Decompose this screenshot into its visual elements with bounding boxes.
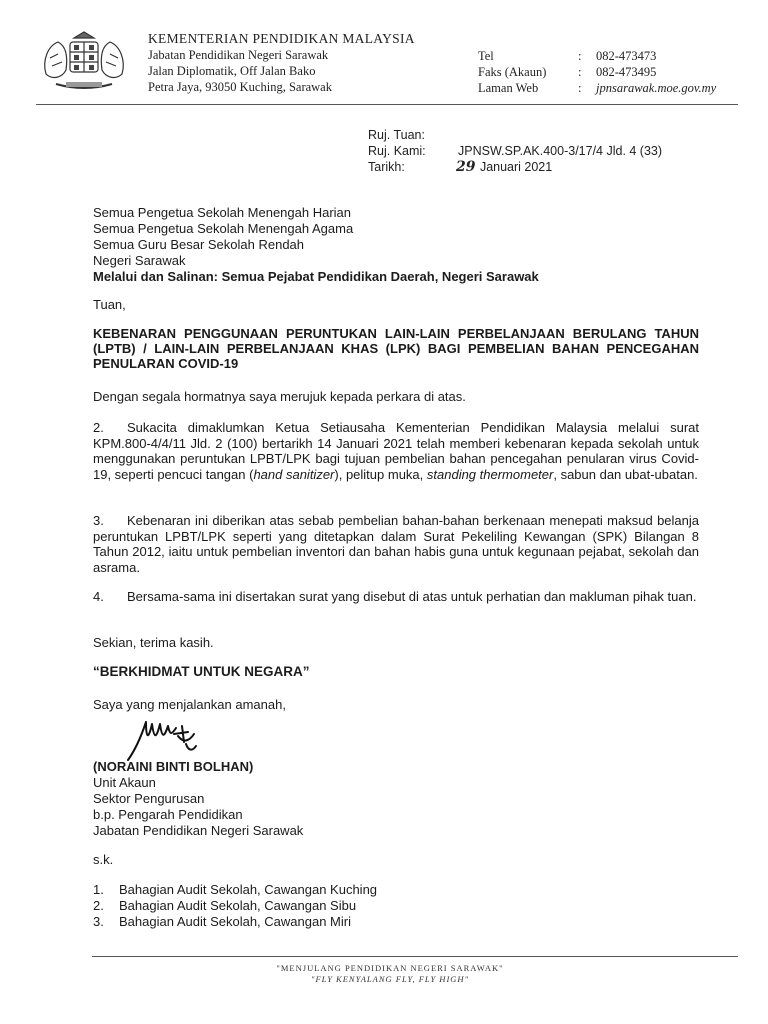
ministry-name: KEMENTERIAN PENDIDIKAN MALAYSIA — [148, 31, 415, 46]
website-link[interactable]: jpnsarawak.moe.gov.my — [596, 81, 717, 95]
cc-text: Bahagian Audit Sekolah, Cawangan Sibu — [119, 898, 357, 913]
salutation: Tuan, — [93, 297, 126, 312]
cc-text: Bahagian Audit Sekolah, Cawangan Miri — [119, 914, 351, 929]
recipient-line: Semua Pengetua Sekolah Menengah Agama — [93, 221, 354, 236]
paragraph-text: Bersama-sama ini disertakan surat yang disebut di atas untuk perhatian dan makluman pihak tuan. — [127, 589, 697, 604]
footer-slogan: "MENJULANG PENDIDIKAN NEGERI SARAWAK" — [276, 963, 504, 973]
tarikh-label: Tarikh: — [368, 160, 405, 174]
contact-sep: : — [578, 49, 582, 63]
contact-label: Laman Web — [478, 81, 539, 95]
paragraph-number: 2. — [93, 420, 104, 435]
cc-item — [93, 898, 356, 914]
address-line-2: Petra Jaya, 93050 Kuching, Sarawak — [148, 80, 332, 94]
recipient-line: Negeri Sarawak — [93, 253, 186, 268]
signatory-line: Jabatan Pendidikan Negeri Sarawak — [93, 823, 304, 838]
trust-line: Saya yang menjalankan amanah, — [93, 697, 286, 712]
signatory-name: (NORAINI BINTI BOLHAN) — [93, 759, 254, 774]
cc-text: Bahagian Audit Sekolah, Cawangan Kuching — [119, 882, 378, 897]
malaysia-coat-of-arms-icon — [36, 30, 132, 96]
signatory-line: Sektor Pengurusan — [93, 791, 205, 806]
tarikh-value — [456, 158, 552, 176]
signatory-line: Unit Akaun — [93, 775, 156, 790]
handwritten-signature — [124, 716, 204, 764]
contact-value: 082-473495 — [596, 65, 657, 79]
ruj-kami-label: Ruj. Kami: — [368, 144, 426, 158]
paragraph-text: ), pelitup muka, — [334, 466, 427, 482]
tarikh-month-year: Januari 2021 — [479, 160, 553, 174]
ruj-tuan-label: Ruj. Tuan: — [368, 128, 425, 142]
address-line-1: Jalan Diplomatik, Off Jalan Bako — [148, 64, 316, 78]
paragraph-2 — [93, 420, 699, 482]
recipient-line: Semua Guru Besar Sekolah Rendah — [93, 237, 305, 252]
paragraph-text: Sukacita dimaklumkan Ketua Setiausaha Kementerian Pendidikan Malaysia melalui surat KPM.800-4/4/11 Jld. 2 (100) bertarikh 14 Januari 2021 telah memberi kebenaran kepada sekolah untuk menggunakan peruntukan LPBT/LPK bagi tujuan pembelian bahan pencegahan penularan virus Covid-19, seperti pencuci tangan ( — [93, 420, 699, 482]
footer-divider — [92, 956, 738, 957]
cc-number: 2. — [93, 898, 104, 913]
italic-term: standing thermometer — [426, 466, 554, 482]
via-line: Melalui dan Salinan: Semua Pejabat Pendidikan Daerah, Negeri Sarawak — [93, 269, 539, 284]
department-name: Jabatan Pendidikan Negeri Sarawak — [148, 48, 329, 62]
motto: “BERKHIDMAT UNTUK NEGARA” — [93, 664, 310, 679]
contact-label: Tel — [478, 49, 494, 63]
paragraph-text: , sabun dan ubat-ubatan. — [553, 466, 698, 482]
italic-term: hand sanitizer — [253, 466, 335, 482]
paragraph-text: Kebenaran ini diberikan atas sebab pembelian bahan-bahan berkenaan menepati maksud belanja peruntukan LPBT/LPK seperti yang ditetapkan dalam Surat Pekeliling Kewangan (SPK) Bilangan 8 Tahun 2012, iaitu untuk pembelian inventori dan bahan habis guna untuk kegunaan pejabat, sekolah dan asrama. — [93, 513, 699, 575]
closing-line: Sekian, terima kasih. — [93, 635, 214, 650]
ruj-kami-value: JPNSW.SP.AK.400-3/17/4 Jld. 4 (33) — [458, 144, 663, 158]
signatory-line: b.p. Pengarah Pendidikan — [93, 807, 243, 822]
cc-label: s.k. — [93, 852, 114, 867]
letter-subject: KEBENARAN PENGGUNAAN PERUNTUKAN LAIN-LAIN PERBELANJAAN BERULANG TAHUN (LPTB) / LAIN-LAIN PERBELANJAAN KHAS (LPK) BAGI PEMBELIAN BAHAN PENCEGAHAN PENULARAN COVID-19 — [93, 326, 699, 371]
paragraph-number: 4. — [93, 589, 104, 604]
cc-number: 1. — [93, 882, 104, 897]
cc-item — [93, 882, 377, 898]
cc-item — [93, 914, 351, 930]
paragraph-4 — [93, 589, 699, 605]
recipient-line: Semua Pengetua Sekolah Menengah Harian — [93, 205, 352, 220]
contact-label: Faks (Akaun) — [478, 65, 547, 79]
opening-line: Dengan segala hormatnya saya merujuk kepada perkara di atas. — [93, 389, 466, 404]
contact-sep: : — [578, 65, 582, 79]
contact-value: 082-473473 — [596, 49, 657, 63]
paragraph-3 — [93, 513, 699, 575]
handwritten-day: 29 — [456, 159, 476, 175]
cc-number: 3. — [93, 914, 104, 929]
footer-tagline: "FLY KENYALANG FLY, FLY HIGH" — [310, 974, 470, 984]
contact-sep: : — [578, 81, 582, 95]
header-divider — [36, 104, 738, 105]
paragraph-number: 3. — [93, 513, 104, 528]
